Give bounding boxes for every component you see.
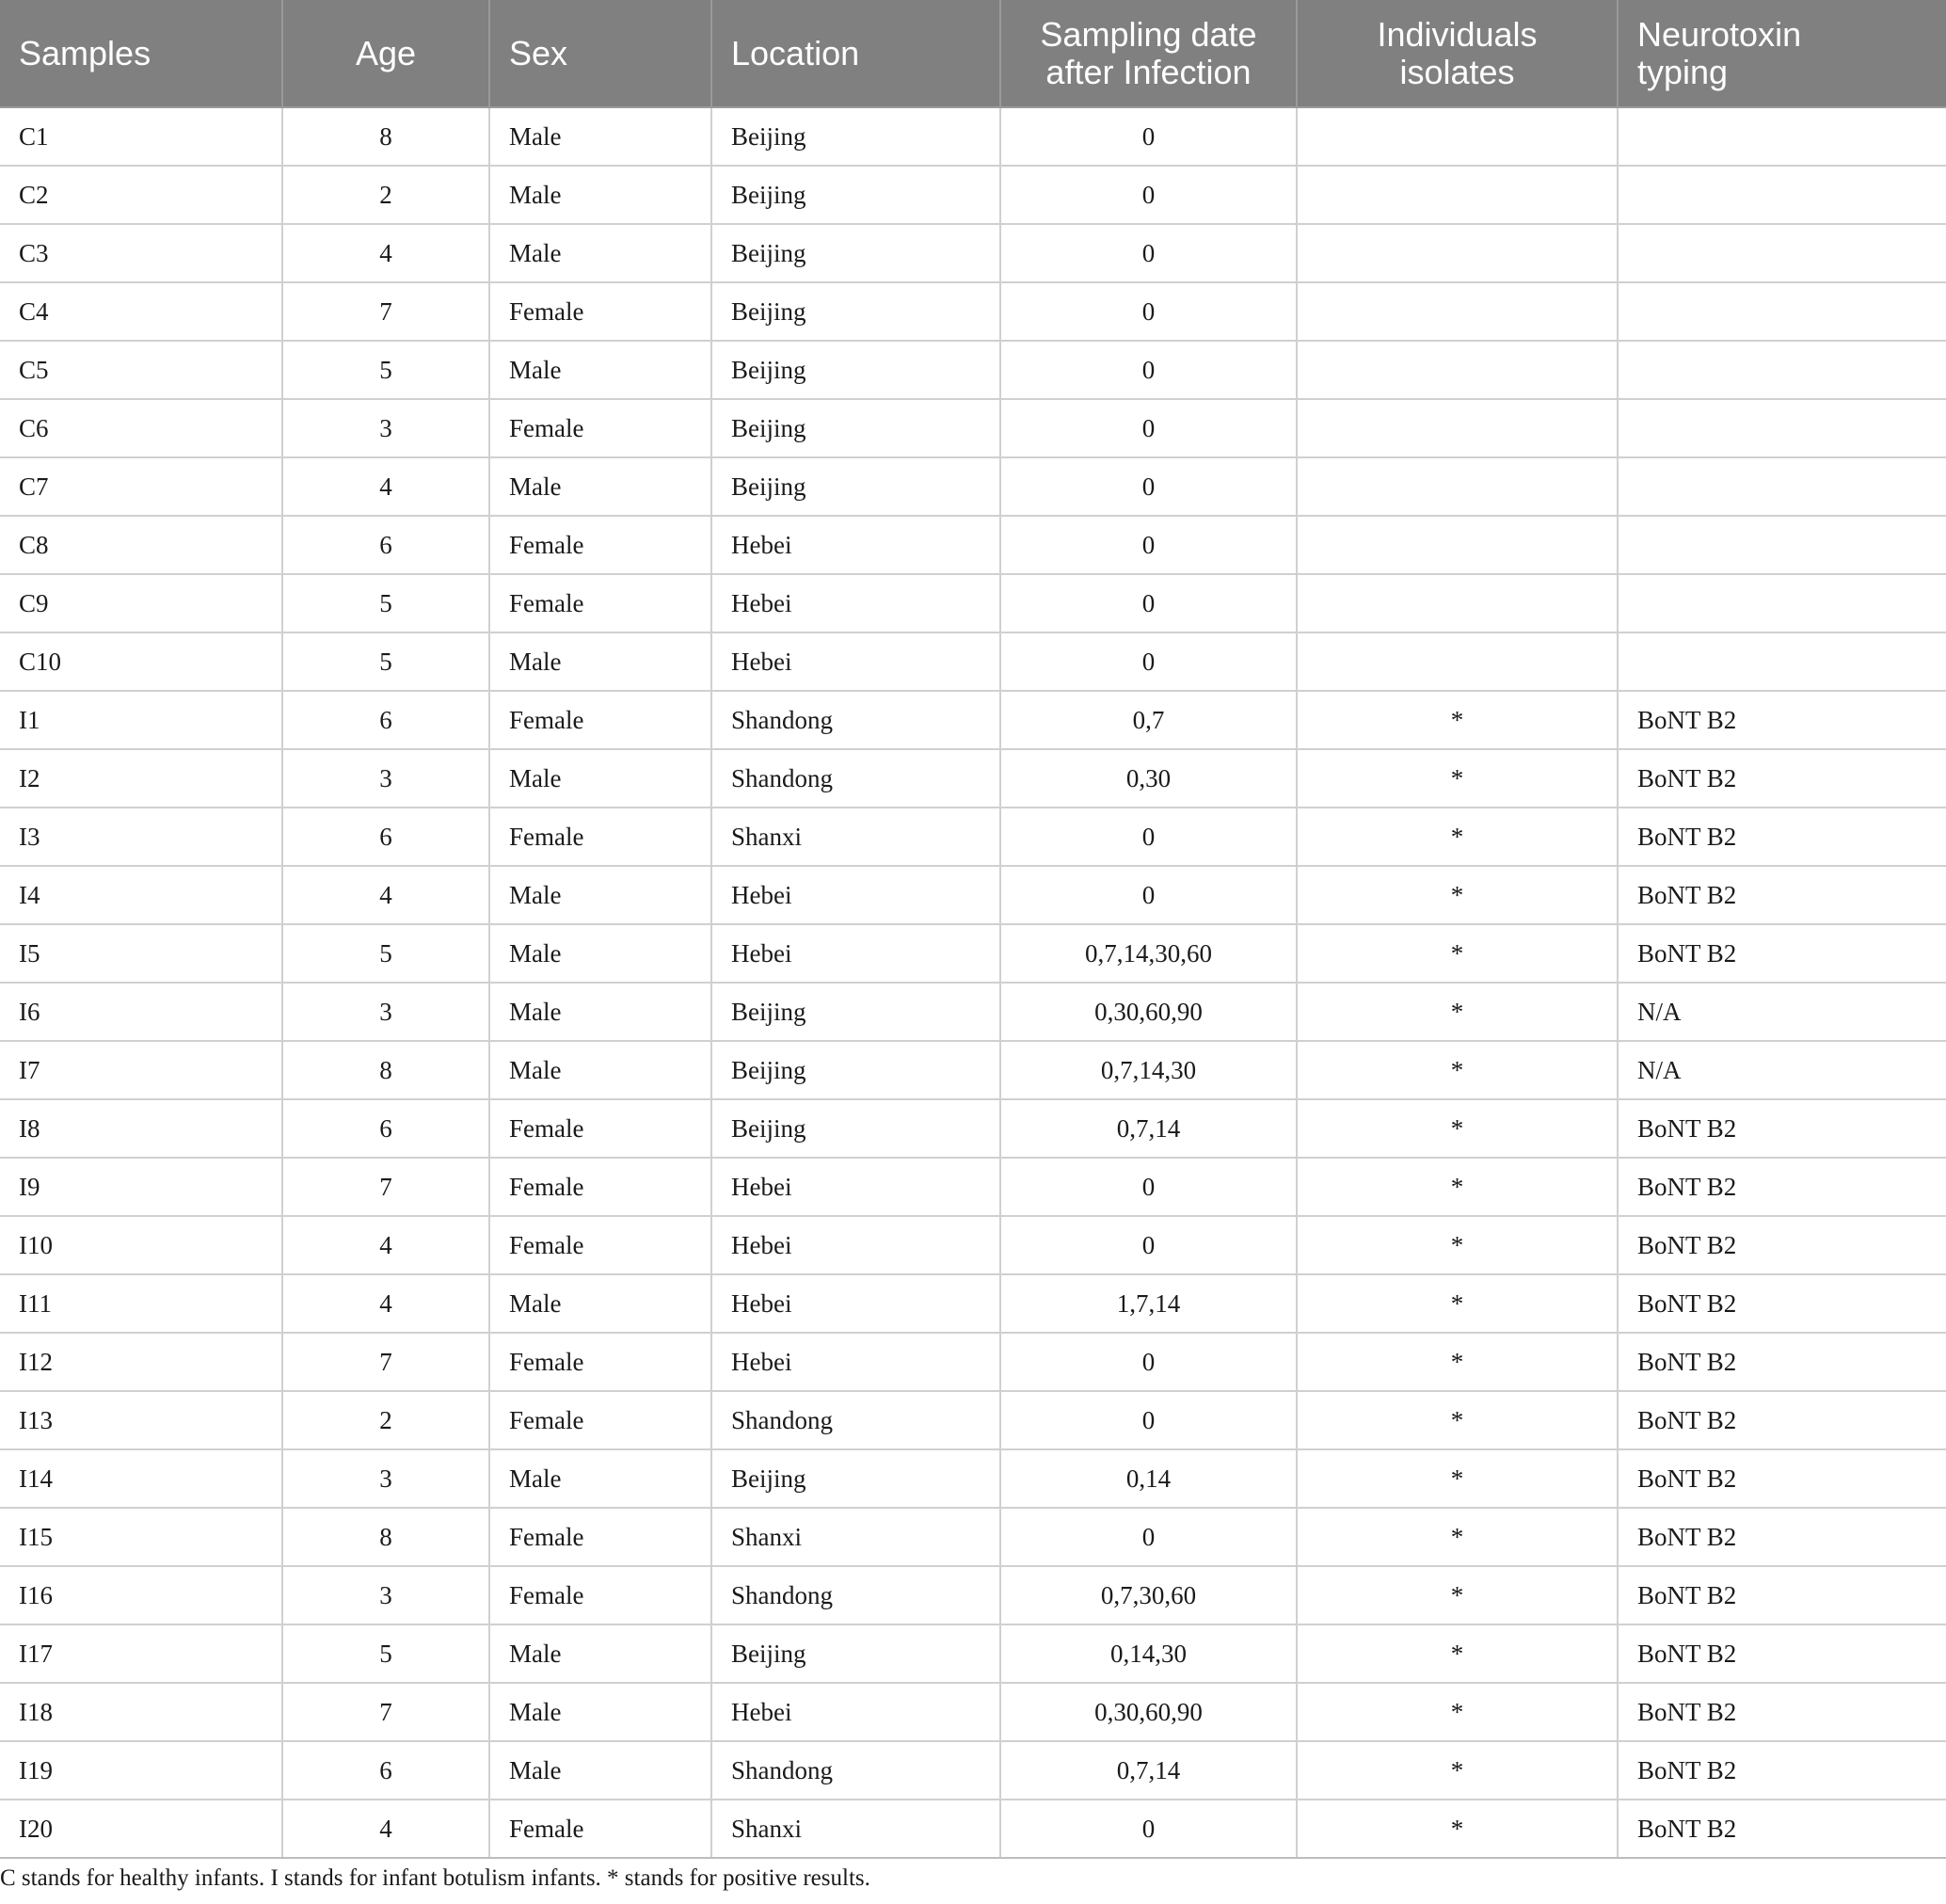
table-row <box>0 924 1946 983</box>
cell-age: 5 <box>282 924 489 983</box>
table-row <box>0 1099 1946 1158</box>
cell-sex: Male <box>489 1683 711 1741</box>
cell-age: 6 <box>282 1741 489 1800</box>
table-row <box>0 1624 1946 1683</box>
cell-isolates: * <box>1297 1508 1618 1566</box>
cell-isolates: * <box>1297 749 1618 808</box>
table-row <box>0 808 1946 866</box>
cell-isolates <box>1297 107 1618 166</box>
cell-location: Shandong <box>711 1741 1000 1800</box>
cell-neurotoxin: BoNT B2 <box>1618 1216 1946 1274</box>
cell-isolates: * <box>1297 691 1618 749</box>
cell-sample: I16 <box>0 1566 282 1624</box>
cell-neurotoxin: BoNT B2 <box>1618 808 1946 866</box>
table-row <box>0 341 1946 399</box>
cell-location: Beijing <box>711 1624 1000 1683</box>
cell-sampling-date: 0 <box>1000 1216 1297 1274</box>
cell-age: 7 <box>282 1683 489 1741</box>
cell-age: 8 <box>282 1041 489 1099</box>
cell-location: Beijing <box>711 107 1000 166</box>
cell-neurotoxin: N/A <box>1618 1041 1946 1099</box>
cell-neurotoxin: BoNT B2 <box>1618 924 1946 983</box>
cell-location: Hebei <box>711 924 1000 983</box>
cell-isolates: * <box>1297 1041 1618 1099</box>
cell-sex: Female <box>489 1158 711 1216</box>
cell-age: 6 <box>282 691 489 749</box>
cell-isolates: * <box>1297 983 1618 1041</box>
cell-location: Hebei <box>711 1158 1000 1216</box>
table-row <box>0 457 1946 516</box>
cell-neurotoxin <box>1618 107 1946 166</box>
cell-isolates: * <box>1297 1333 1618 1391</box>
cell-sampling-date: 0 <box>1000 399 1297 457</box>
cell-sex: Male <box>489 983 711 1041</box>
cell-sample: C1 <box>0 107 282 166</box>
cell-sample: I5 <box>0 924 282 983</box>
cell-sampling-date: 0,14 <box>1000 1449 1297 1508</box>
cell-sampling-date: 0 <box>1000 107 1297 166</box>
cell-age: 5 <box>282 1624 489 1683</box>
cell-sampling-date: 1,7,14 <box>1000 1274 1297 1333</box>
cell-sample: I10 <box>0 1216 282 1274</box>
cell-isolates: * <box>1297 1741 1618 1800</box>
cell-location: Beijing <box>711 341 1000 399</box>
table-row <box>0 107 1946 166</box>
cell-sample: C10 <box>0 632 282 691</box>
cell-location: Beijing <box>711 983 1000 1041</box>
cell-age: 3 <box>282 399 489 457</box>
cell-location: Shanxi <box>711 808 1000 866</box>
cell-sex: Male <box>489 1041 711 1099</box>
table-row <box>0 1333 1946 1391</box>
cell-sex: Male <box>489 1624 711 1683</box>
cell-location: Beijing <box>711 166 1000 224</box>
cell-sex: Male <box>489 632 711 691</box>
cell-sex: Male <box>489 224 711 282</box>
table-header <box>0 0 1946 107</box>
cell-sex: Female <box>489 691 711 749</box>
cell-age: 6 <box>282 1099 489 1158</box>
cell-sample: I1 <box>0 691 282 749</box>
cell-location: Shandong <box>711 1391 1000 1449</box>
cell-sample: I13 <box>0 1391 282 1449</box>
cell-sex: Female <box>489 1391 711 1449</box>
cell-age: 4 <box>282 224 489 282</box>
cell-sample: I18 <box>0 1683 282 1741</box>
cell-sex: Female <box>489 1216 711 1274</box>
cell-location: Beijing <box>711 399 1000 457</box>
cell-neurotoxin: BoNT B2 <box>1618 691 1946 749</box>
header-samples: Samples <box>0 0 282 107</box>
cell-sex: Female <box>489 1566 711 1624</box>
table-row <box>0 1508 1946 1566</box>
cell-neurotoxin: BoNT B2 <box>1618 1683 1946 1741</box>
table-row <box>0 1216 1946 1274</box>
cell-sample: I14 <box>0 1449 282 1508</box>
cell-neurotoxin: BoNT B2 <box>1618 1508 1946 1566</box>
cell-isolates <box>1297 341 1618 399</box>
cell-location: Shandong <box>711 691 1000 749</box>
cell-location: Beijing <box>711 282 1000 341</box>
table-row <box>0 632 1946 691</box>
cell-neurotoxin <box>1618 399 1946 457</box>
cell-isolates <box>1297 632 1618 691</box>
cell-isolates: * <box>1297 1391 1618 1449</box>
cell-location: Hebei <box>711 1274 1000 1333</box>
cell-isolates <box>1297 166 1618 224</box>
cell-sampling-date: 0 <box>1000 574 1297 632</box>
cell-neurotoxin <box>1618 516 1946 574</box>
cell-age: 3 <box>282 1566 489 1624</box>
cell-sampling-date: 0 <box>1000 457 1297 516</box>
cell-age: 4 <box>282 1274 489 1333</box>
table-row <box>0 1800 1946 1858</box>
cell-location: Beijing <box>711 224 1000 282</box>
cell-sex: Female <box>489 1508 711 1566</box>
cell-sample: I8 <box>0 1099 282 1158</box>
cell-sex: Male <box>489 107 711 166</box>
header-individuals-isolates: Individuals isolates <box>1297 0 1618 107</box>
table-row <box>0 1741 1946 1800</box>
cell-age: 3 <box>282 749 489 808</box>
header-age: Age <box>282 0 489 107</box>
cell-neurotoxin <box>1618 224 1946 282</box>
cell-location: Hebei <box>711 632 1000 691</box>
cell-sampling-date: 0,7,30,60 <box>1000 1566 1297 1624</box>
cell-location: Beijing <box>711 457 1000 516</box>
cell-age: 2 <box>282 166 489 224</box>
cell-sample: C5 <box>0 341 282 399</box>
cell-isolates <box>1297 516 1618 574</box>
table-row <box>0 1683 1946 1741</box>
cell-age: 7 <box>282 1333 489 1391</box>
cell-sample: C2 <box>0 166 282 224</box>
cell-sex: Female <box>489 1800 711 1858</box>
table-row <box>0 1566 1946 1624</box>
cell-sex: Female <box>489 808 711 866</box>
cell-age: 5 <box>282 632 489 691</box>
cell-sampling-date: 0,7,14,30 <box>1000 1041 1297 1099</box>
cell-location: Shanxi <box>711 1800 1000 1858</box>
cell-isolates <box>1297 399 1618 457</box>
cell-sample: I15 <box>0 1508 282 1566</box>
cell-location: Beijing <box>711 1041 1000 1099</box>
cell-location: Hebei <box>711 516 1000 574</box>
cell-location: Hebei <box>711 866 1000 924</box>
table-row <box>0 1041 1946 1099</box>
cell-sample: C3 <box>0 224 282 282</box>
cell-isolates: * <box>1297 1099 1618 1158</box>
cell-sex: Male <box>489 924 711 983</box>
table-row <box>0 1274 1946 1333</box>
table-row <box>0 166 1946 224</box>
cell-isolates: * <box>1297 866 1618 924</box>
cell-age: 5 <box>282 574 489 632</box>
cell-isolates: * <box>1297 1566 1618 1624</box>
cell-sampling-date: 0 <box>1000 1333 1297 1391</box>
cell-neurotoxin: BoNT B2 <box>1618 1391 1946 1449</box>
cell-location: Hebei <box>711 574 1000 632</box>
cell-sampling-date: 0 <box>1000 516 1297 574</box>
cell-sample: C8 <box>0 516 282 574</box>
table-body <box>0 107 1946 1858</box>
cell-sex: Male <box>489 341 711 399</box>
cell-isolates: * <box>1297 1449 1618 1508</box>
cell-neurotoxin: BoNT B2 <box>1618 1099 1946 1158</box>
cell-sample: I4 <box>0 866 282 924</box>
cell-isolates <box>1297 457 1618 516</box>
table-row <box>0 983 1946 1041</box>
cell-sample: I3 <box>0 808 282 866</box>
cell-isolates: * <box>1297 924 1618 983</box>
cell-neurotoxin: BoNT B2 <box>1618 1800 1946 1858</box>
cell-neurotoxin: BoNT B2 <box>1618 1741 1946 1800</box>
cell-location: Shandong <box>711 749 1000 808</box>
cell-sample: C9 <box>0 574 282 632</box>
cell-sampling-date: 0 <box>1000 1158 1297 1216</box>
cell-sampling-date: 0,7,14 <box>1000 1741 1297 1800</box>
cell-sample: I12 <box>0 1333 282 1391</box>
cell-isolates: * <box>1297 1624 1618 1683</box>
cell-sampling-date: 0,30,60,90 <box>1000 983 1297 1041</box>
cell-sex: Female <box>489 516 711 574</box>
cell-neurotoxin: BoNT B2 <box>1618 749 1946 808</box>
cell-sampling-date: 0 <box>1000 866 1297 924</box>
cell-isolates: * <box>1297 1274 1618 1333</box>
cell-sample: C7 <box>0 457 282 516</box>
cell-sex: Male <box>489 166 711 224</box>
cell-sampling-date: 0,7,14 <box>1000 1099 1297 1158</box>
cell-isolates <box>1297 224 1618 282</box>
cell-sample: I20 <box>0 1800 282 1858</box>
cell-sample: I6 <box>0 983 282 1041</box>
cell-isolates: * <box>1297 1683 1618 1741</box>
header-sex: Sex <box>489 0 711 107</box>
header-location: Location <box>711 0 1000 107</box>
cell-age: 6 <box>282 516 489 574</box>
cell-sampling-date: 0,14,30 <box>1000 1624 1297 1683</box>
cell-neurotoxin: N/A <box>1618 983 1946 1041</box>
table-row <box>0 1158 1946 1216</box>
cell-isolates <box>1297 282 1618 341</box>
cell-sampling-date: 0,7,14,30,60 <box>1000 924 1297 983</box>
cell-sex: Male <box>489 1741 711 1800</box>
table-row <box>0 516 1946 574</box>
cell-age: 3 <box>282 983 489 1041</box>
cell-sample: I9 <box>0 1158 282 1216</box>
cell-sex: Female <box>489 399 711 457</box>
table-row <box>0 1449 1946 1508</box>
cell-isolates: * <box>1297 1216 1618 1274</box>
cell-location: Hebei <box>711 1683 1000 1741</box>
header-sampling-date: Sampling date after Infection <box>1000 0 1297 107</box>
cell-sex: Female <box>489 282 711 341</box>
cell-sampling-date: 0 <box>1000 341 1297 399</box>
cell-sample: I19 <box>0 1741 282 1800</box>
cell-sampling-date: 0 <box>1000 632 1297 691</box>
cell-sample: I7 <box>0 1041 282 1099</box>
cell-neurotoxin <box>1618 166 1946 224</box>
table-row <box>0 749 1946 808</box>
cell-isolates: * <box>1297 1158 1618 1216</box>
cell-sampling-date: 0 <box>1000 1508 1297 1566</box>
cell-neurotoxin: BoNT B2 <box>1618 1449 1946 1508</box>
cell-age: 4 <box>282 1216 489 1274</box>
cell-sample: C6 <box>0 399 282 457</box>
cell-sex: Female <box>489 1099 711 1158</box>
cell-sampling-date: 0,30,60,90 <box>1000 1683 1297 1741</box>
cell-sample: I17 <box>0 1624 282 1683</box>
cell-age: 4 <box>282 1800 489 1858</box>
table-row <box>0 399 1946 457</box>
cell-neurotoxin: BoNT B2 <box>1618 1274 1946 1333</box>
cell-neurotoxin: BoNT B2 <box>1618 1566 1946 1624</box>
cell-sex: Male <box>489 457 711 516</box>
cell-neurotoxin <box>1618 457 1946 516</box>
cell-sex: Male <box>489 749 711 808</box>
cell-age: 5 <box>282 341 489 399</box>
table-row <box>0 574 1946 632</box>
table-row <box>0 691 1946 749</box>
cell-sampling-date: 0 <box>1000 282 1297 341</box>
cell-age: 7 <box>282 282 489 341</box>
cell-age: 7 <box>282 1158 489 1216</box>
cell-neurotoxin: BoNT B2 <box>1618 1333 1946 1391</box>
header-neurotoxin-typing: Neurotoxin typing <box>1618 0 1946 107</box>
cell-sampling-date: 0 <box>1000 166 1297 224</box>
cell-isolates: * <box>1297 808 1618 866</box>
cell-sample: I11 <box>0 1274 282 1333</box>
cell-sample: I2 <box>0 749 282 808</box>
cell-sex: Female <box>489 574 711 632</box>
table-footnote: C stands for healthy infants. I stands for infant botulism infants. * stands for positive results. <box>0 1865 870 1891</box>
cell-sex: Male <box>489 1449 711 1508</box>
header-row <box>0 0 1946 107</box>
cell-age: 8 <box>282 107 489 166</box>
cell-sampling-date: 0 <box>1000 1391 1297 1449</box>
cell-isolates: * <box>1297 1800 1618 1858</box>
cell-location: Shanxi <box>711 1508 1000 1566</box>
cell-isolates <box>1297 574 1618 632</box>
cell-age: 2 <box>282 1391 489 1449</box>
table-row <box>0 282 1946 341</box>
cell-age: 4 <box>282 457 489 516</box>
cell-location: Hebei <box>711 1333 1000 1391</box>
cell-age: 3 <box>282 1449 489 1508</box>
cell-sex: Male <box>489 1274 711 1333</box>
cell-neurotoxin <box>1618 632 1946 691</box>
cell-sampling-date: 0 <box>1000 224 1297 282</box>
cell-sampling-date: 0 <box>1000 808 1297 866</box>
cell-age: 4 <box>282 866 489 924</box>
cell-neurotoxin <box>1618 282 1946 341</box>
table-row <box>0 1391 1946 1449</box>
cell-neurotoxin <box>1618 341 1946 399</box>
cell-location: Shandong <box>711 1566 1000 1624</box>
cell-location: Beijing <box>711 1449 1000 1508</box>
table-row <box>0 866 1946 924</box>
cell-neurotoxin: BoNT B2 <box>1618 866 1946 924</box>
cell-age: 6 <box>282 808 489 866</box>
cell-neurotoxin <box>1618 574 1946 632</box>
cell-neurotoxin: BoNT B2 <box>1618 1158 1946 1216</box>
cell-sampling-date: 0 <box>1000 1800 1297 1858</box>
cell-location: Beijing <box>711 1099 1000 1158</box>
cell-sampling-date: 0,30 <box>1000 749 1297 808</box>
table-row <box>0 224 1946 282</box>
cell-age: 8 <box>282 1508 489 1566</box>
cell-neurotoxin: BoNT B2 <box>1618 1624 1946 1683</box>
cell-sex: Male <box>489 866 711 924</box>
cell-sampling-date: 0,7 <box>1000 691 1297 749</box>
cell-sex: Female <box>489 1333 711 1391</box>
cell-sample: C4 <box>0 282 282 341</box>
cell-location: Hebei <box>711 1216 1000 1274</box>
